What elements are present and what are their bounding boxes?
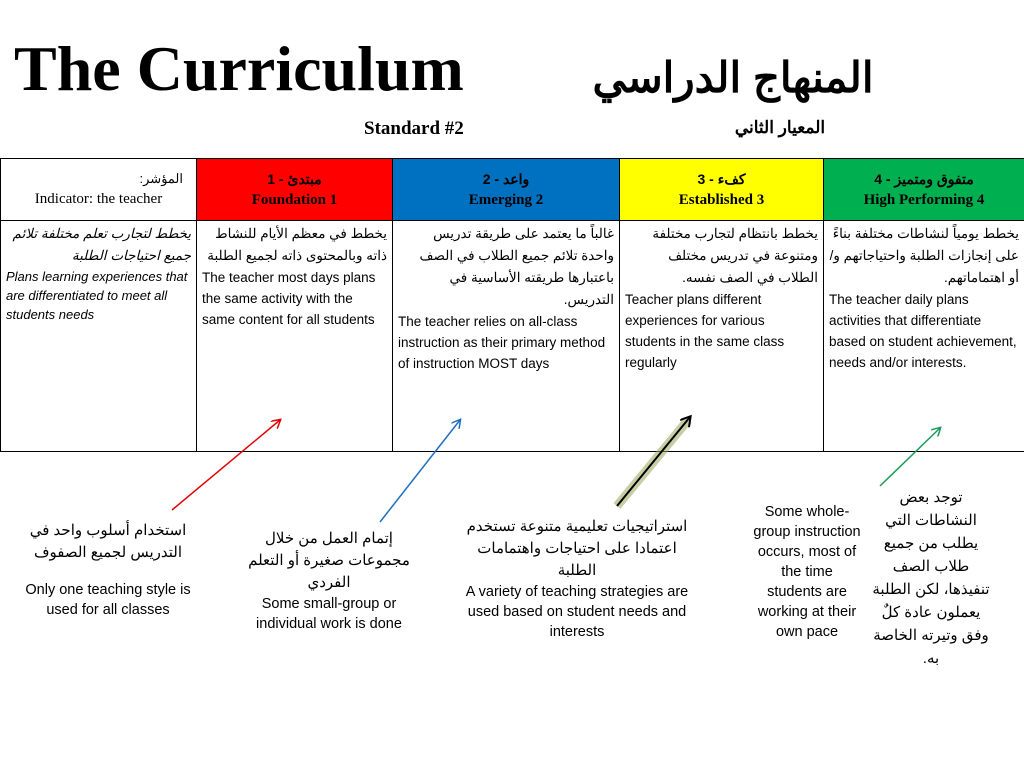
note-emerging (234, 528, 424, 634)
level-4-title-arabic: متفوق ومتميز - 4 (874, 170, 974, 187)
level-3-title-arabic: كفء - 3 (697, 170, 746, 187)
page-title-arabic: المنهاج الدراسي (592, 54, 874, 101)
note-established (462, 516, 692, 642)
arrow-black (617, 417, 690, 506)
level-1-title: Foundation 1 (251, 191, 338, 208)
level-3-title: Established 3 (678, 191, 765, 208)
note-established-text-arabic: استراتيجيات تعليمية متنوعة تستخدم اعتمادا على احتياجات واهتمامات الطلبة (466, 518, 688, 579)
level-1-text-arabic: يخطط في معظم الأيام للنشاط ذاته وبالمحتوى ذاته لجميع الطلبة (207, 226, 387, 263)
note-high-performing-text-arabic: توجد بعض النشاطات التي يطلب من جميع طلاب الصف تنفيذها، لكن الطلبة يعملون عادة كلٌ وفق وتيرته الخاصة به. (872, 489, 990, 667)
standard-label: Standard #2 (364, 118, 464, 139)
arrow-red (172, 420, 280, 510)
level-4-title: High Performing 4 (863, 191, 985, 208)
page-title: The Curriculum (14, 33, 464, 104)
level-4-text: The teacher daily plans activities that differentiate based on student achievement, needs and/or interests. (829, 292, 1017, 370)
indicator-label: Indicator: the teacher (34, 190, 163, 207)
indicator-text: Plans learning experiences that are differentiated to meet all students needs (6, 269, 188, 322)
level-2-title-arabic: واعد - 2 (482, 170, 530, 187)
level-3-text-arabic: يخطط بانتظام لتجارب مختلفة ومتنوعة في تدريس مختلف الطلاب في الصف نفسه. (652, 226, 818, 285)
note-emerging-text: Some small-group or individual work is done (256, 596, 402, 632)
level-1-title-arabic: مبتدئ - 1 (267, 170, 322, 187)
note-emerging-text-arabic: إتمام العمل من خلال مجموعات صغيرة أو التعلم الفردي (248, 530, 410, 591)
level-1-text: The teacher most days plans the same activity with the same content for all students (202, 270, 376, 327)
note-high-performing-ar (870, 486, 992, 670)
level-2-text: The teacher relies on all-class instruction as their primary method of instruction MOST days (398, 314, 606, 371)
level-4-text-arabic: يخطط يومياً لنشاطات مختلفة بناءً على إنجازات الطلبة واحتياجاتهم و/أو اهتماماتهم. (829, 226, 1019, 285)
note-foundation (22, 520, 194, 620)
note-foundation-text-arabic: استخدام أسلوب واحد في التدريس لجميع الصفوف (29, 522, 187, 561)
level-2-text-arabic: غالباً ما يعتمد على طريقة تدريس واحدة تلائم جميع الطلاب في الصف باعتبارها طريقته الأساسية في التدريس. (419, 226, 614, 307)
note-high-performing-en (752, 502, 862, 642)
standard-label-arabic: المعيار الثاني (734, 118, 826, 137)
indicator-label-arabic: المؤشر: (139, 170, 183, 186)
arrow-green (880, 428, 940, 486)
note-foundation-text: Only one teaching style is used for all classes (25, 582, 191, 618)
arrow-blue (380, 420, 460, 522)
level-3-text: Teacher plans different experiences for various students in the same class regularly (625, 292, 785, 370)
note-established-text: A variety of teaching strategies are used based on student needs and interests (465, 584, 689, 640)
indicator-text-arabic: يخطط لتجارب تعلم مختلفة تلائم جميع احتياجات الطلبة (12, 226, 191, 263)
level-2-title: Emerging 2 (468, 191, 544, 208)
note-high-performing-text: Some whole-group instruction occurs, most of the time students are working at their own pace (753, 504, 861, 640)
